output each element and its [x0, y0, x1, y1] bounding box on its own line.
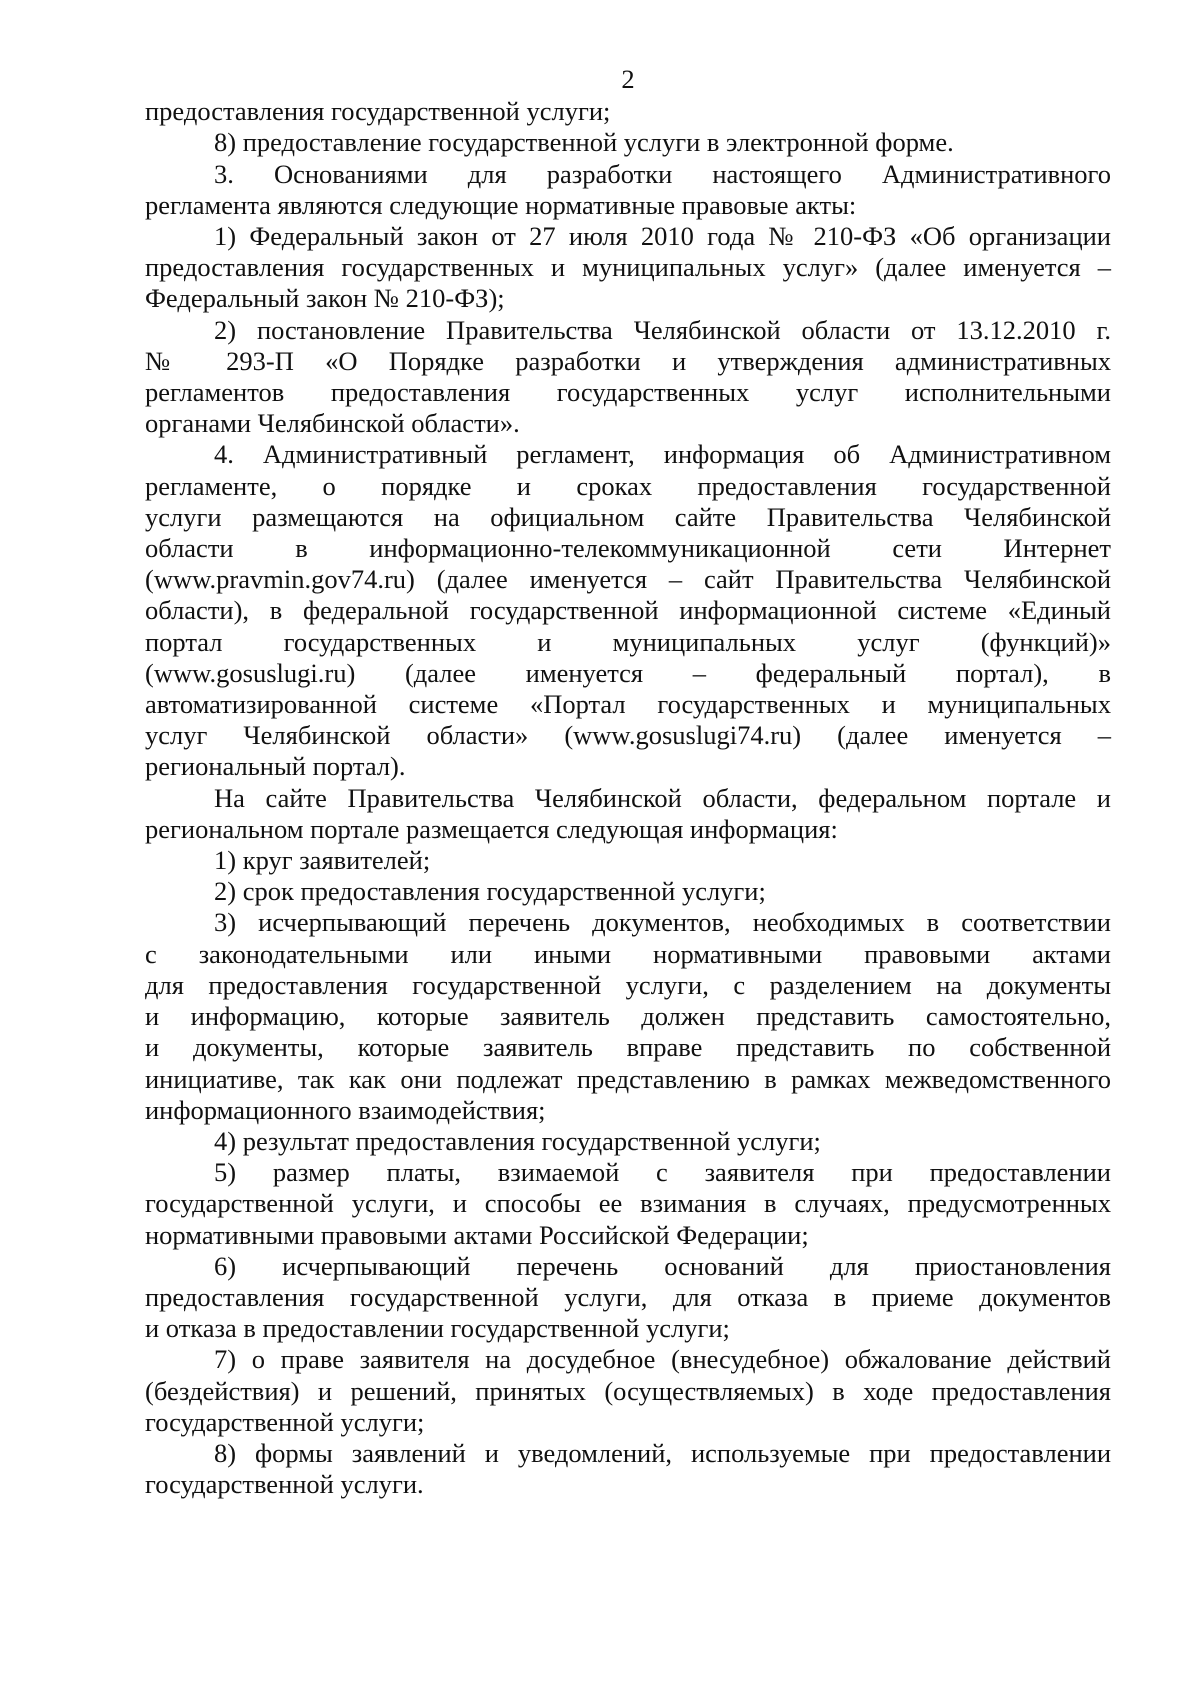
text-line: с законодательными или иными нормативными правовыми актами	[145, 938, 1111, 969]
text-line: региональный портал).	[145, 751, 406, 782]
text-line: 4. Административный регламент, информация об Административном	[214, 439, 1111, 470]
text-line: области в информационно-телекоммуникационной сети Интернет	[145, 533, 1111, 564]
text-line: государственной услуги;	[145, 1406, 425, 1437]
text-line: 8) предоставление государственной услуги в электронной форме.	[214, 127, 954, 158]
paragraph	[145, 1438, 1111, 1500]
text-line: государственной услуги, и способы ее взимания в случаях, предусмотренных	[145, 1188, 1111, 1219]
text-line: 3) исчерпывающий перечень документов, необходимых в соответствии	[214, 907, 1111, 938]
text-line: услуги размещаются на официальном сайте Правительства Челябинской	[145, 501, 1111, 532]
paragraph	[145, 1157, 1111, 1251]
paragraph	[145, 315, 1111, 440]
text-line: региональном портале размещается следующая информация:	[145, 813, 838, 844]
paragraph	[145, 159, 1111, 221]
paragraph	[145, 876, 1111, 907]
text-line: предоставления государственных и муниципальных услуг» (далее именуется –	[145, 252, 1111, 283]
text-line: нормативными правовыми актами Российской Федерации;	[145, 1219, 809, 1250]
text-line: органами Челябинской области».	[145, 408, 520, 439]
text-line: 1) Федеральный закон от 27 июля 2010 года № 210-ФЗ «Об организации	[214, 221, 1111, 252]
text-line: и отказа в предоставлении государственной услуги;	[145, 1313, 730, 1344]
text-line: 8) формы заявлений и уведомлений, используемые при предоставлении	[214, 1437, 1111, 1468]
paragraph	[145, 127, 1111, 158]
text-line: автоматизированной системе «Портал государственных и муниципальных	[145, 689, 1111, 720]
text-line: предоставления государственной услуги;	[145, 96, 611, 127]
text-line: регламента являются следующие нормативные правовые акты:	[145, 189, 857, 220]
paragraph	[145, 845, 1111, 876]
text-line: № 293-П «О Порядке разработки и утверждения административных	[145, 345, 1111, 376]
text-line: 7) о праве заявителя на досудебное (внесудебное) обжалование действий	[214, 1344, 1111, 1375]
text-line: и информацию, которые заявитель должен представить самостоятельно,	[145, 1001, 1111, 1032]
paragraph	[145, 439, 1111, 782]
text-line: и документы, которые заявитель вправе представить по собственной	[145, 1032, 1111, 1063]
text-line: услуг Челябинской области» (www.gosuslugi74.ru) (далее именуется –	[145, 720, 1111, 751]
text-line: (www.pravmin.gov74.ru) (далее именуется – сайт Правительства Челябинской	[145, 564, 1111, 595]
paragraph	[145, 1126, 1111, 1157]
text-line: инициативе, так как они подлежат представлению в рамках межведомственного	[145, 1063, 1111, 1094]
text-line: предоставления государственной услуги, для отказа в приеме документов	[145, 1281, 1111, 1312]
text-line: 3. Основаниями для разработки настоящего Административного	[214, 158, 1111, 189]
paragraph	[145, 96, 1111, 127]
page-number: 2	[621, 64, 635, 94]
paragraph	[145, 221, 1111, 315]
text-line: (www.gosuslugi.ru) (далее именуется – федеральный портал), в	[145, 657, 1111, 688]
text-line: 2) постановление Правительства Челябинской области от 13.12.2010 г.	[214, 314, 1111, 345]
text-line: (бездействия) и решений, принятых (осуществляемых) в ходе предоставления	[145, 1375, 1111, 1406]
text-line: для предоставления государственной услуги, с разделением на документы	[145, 969, 1111, 1000]
text-line: государственной услуги.	[145, 1469, 424, 1500]
text-line: 6) исчерпывающий перечень оснований для приостановления	[214, 1250, 1111, 1281]
document-page	[145, 64, 1111, 1500]
text-line: 4) результат предоставления государственной услуги;	[214, 1125, 821, 1156]
document-body	[145, 96, 1111, 1500]
text-line: 5) размер платы, взимаемой с заявителя при предоставлении	[214, 1157, 1111, 1188]
text-line: регламентов предоставления государственных услуг исполнительными	[145, 377, 1111, 408]
text-line: области), в федеральной государственной информационной системе «Единый	[145, 595, 1111, 626]
text-line: На сайте Правительства Челябинской области, федеральном портале и	[214, 782, 1111, 813]
paragraph	[145, 783, 1111, 845]
text-line: информационного взаимодействия;	[145, 1094, 546, 1125]
text-line: 2) срок предоставления государственной услуги;	[214, 876, 766, 907]
paragraph	[145, 1251, 1111, 1345]
paragraph	[145, 907, 1111, 1125]
text-line: Федеральный закон № 210-ФЗ);	[145, 283, 505, 314]
text-line: портал государственных и муниципальных услуг (функций)»	[145, 626, 1111, 657]
text-line: регламенте, о порядке и сроках предоставления государственной	[145, 470, 1111, 501]
paragraph	[145, 1344, 1111, 1438]
text-line: 1) круг заявителей;	[214, 845, 431, 876]
